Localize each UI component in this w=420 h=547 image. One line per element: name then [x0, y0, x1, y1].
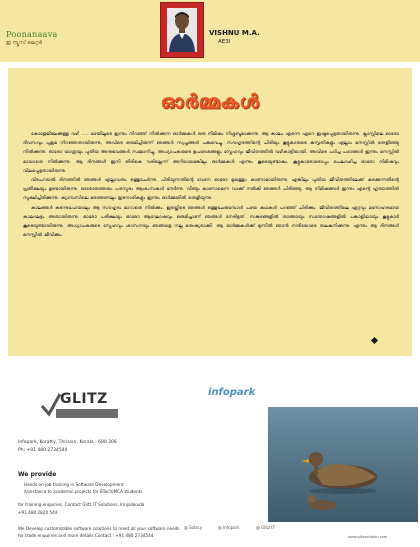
circle-icon: [184, 526, 188, 530]
author-class: AE3I: [218, 39, 231, 45]
glitz-wordmark: GLITZ: [60, 391, 108, 407]
ad-address: Infopark, Koratty, Thrissur, Kerala - 680 308: [18, 440, 117, 445]
ad-provide-heading: We provide: [18, 471, 57, 478]
brand-subtitle: ഇ ന്യൂസ് ലെറ്റർ: [6, 40, 42, 46]
person-icon: [167, 8, 197, 52]
end-bullet-icon: [371, 337, 378, 344]
author-photo: [167, 8, 197, 52]
ad-website[interactable]: www.glitzsolution.com: [348, 535, 388, 539]
article-paragraph: കാലങ്ങൾ കടന്നുപോയാലും ആ സൗഹൃദം മാറാതെ നിൽക്കും. ഇടയ്ക്കിടെ ഞങ്ങൾ ഒത്തുചേരുമ്പോൾ പഴയ കഥകൾ പറഞ്ഞ് ചിരിക്കും. ജീവിതത്തിലെ ഏറ്റവും മനോഹരമായ കാലഘട്ടം അതായിരുന്നു. ഓരോ പരീക്ഷയും ഓരോ ആഘോഷവും ഒരുമിച്ചാണ് ഞങ്ങൾ നേരിട്ടത്. സങ്കടങ്ങളിൽ താങ്ങായും സന്തോഷങ്ങളിൽ പങ്കാളിയായും കൂട്ടുകാർ കൂടെയുണ്ടായിരുന്നു. അധ്യാപകരുടെ സ്നേഹവും ശാസനയും ഞങ്ങളെ നല്ല മനുഷ്യരാക്കി. ആ ഓർമ്മകൾക്ക് മുന്നിൽ ഞാൻ നന്ദിയോടെ തലകുനിക്കുന്നു. എന്നും ആ ദിനങ്ങൾ മനസ്സിൽ ജീവിക്കും.: [23, 205, 399, 239]
author-photo-frame: [160, 2, 204, 58]
author-name: VISHNU M.A.: [209, 29, 260, 37]
sponsor-label: Solacy: [189, 525, 203, 530]
circle-icon: [218, 526, 222, 530]
ad-develop-line: We Develop customizable software solutions to meet all your software needs: [18, 526, 180, 531]
sponsor-item: [218, 525, 240, 530]
sponsor-label: Infopark: [223, 525, 240, 530]
brand-logo: [6, 30, 58, 46]
article-body: [23, 130, 399, 240]
ad-phone-line: Ph: +91 480 2734544: [18, 448, 68, 453]
glitz-logo-strip: [56, 409, 118, 418]
article-paragraph: വിടപറയൽ ദിനത്തിൽ ഞങ്ങൾ എല്ലാവരും ഒത്തുചേർന്നു. പിരിയുന്നതിന്റെ വേദന ഓരോ മുഖത്തും കാണാമായിരുന്നു. എങ്കിലും പുതിയ ജീവിതത്തിലേക്ക് കടക്കുന്നതിന്റെ പ്രതീക്ഷയും ഉണ്ടായിരുന്നു. ഓരോരുത്തരും പരസ്പരം ആശംസകൾ നേർന്നു. വീണ്ടും കാണാമെന്ന വാക്ക് നൽകി ഞങ്ങൾ പിരിഞ്ഞു. ആ നിമിഷങ്ങൾ ഇന്നും എന്റെ ഹൃദയത്തിൽ സൂക്ഷിച്ചിരിക്കുന്നു. ക്യാമ്പസിലെ മരത്തണലും ഇടനാഴികളും ഇന്നും ഓർമ്മയിൽ തെളിയുന്നു.: [23, 178, 399, 202]
article-panel: [8, 68, 412, 356]
infopark-logo: infopark: [208, 387, 256, 398]
sponsor-label: Glitz IT: [261, 525, 275, 530]
ad-list-item: Hands on job training in Software Development: [24, 482, 124, 487]
page-header: [0, 0, 420, 62]
ad-training-contact: for training enquiries, Contact Glitz IT Solutions, Irinjalakuda: [18, 502, 145, 507]
duck-icon: [268, 407, 418, 522]
sponsor-item: [256, 525, 275, 530]
ducks-image: [268, 407, 418, 522]
article-paragraph: കോളേജിലേക്കുള്ള വഴി ..... മഴയിലൂടെ ഇന്നും നിറഞ്ഞ് നിൽക്കുന്ന ഓർമ്മകൾ ഒരു നിമിഷം നിശ്ശബ്ദമാക്കുന്നു. ആ കാലം എന്നെ ഏറെ ഇഷ്ടപ്പെട്ടതായിരുന്നു. ക്ലാസ്സിലെ ഓരോ ദിവസവും പുതുമ നിറഞ്ഞതായിരുന്നു, അവിടെ ഒരുമിച്ചിരുന്ന് ഞങ്ങൾ സ്വപ്നങ്ങൾ പങ്കുവെച്ചു. സൗഹൃദത്തിന്റെ ചിരിയും കൂട്ടുകാരുടെ കുസൃതികളും എല്ലാം മനസ്സിൽ തെളിഞ്ഞു നിൽക്കുന്നു. ഓരോ യാത്രയും പുതിയ അനുഭവങ്ങൾ സമ്മാനിച്ചു. അധ്യാപകരുടെ ഉപദേശങ്ങളും സ്നേഹവും ജീവിതത്തിൽ വഴികാട്ടിയായി. അവിടെ പഠിച്ച പാഠങ്ങൾ ഇന്നും മനസ്സിൽ മായാതെ നിൽക്കുന്നു. ആ ദിനങ്ങൾ ഇനി തിരികെ വരില്ലെന്ന് അറിയാമെങ്കിലും ഓർമ്മകൾ എന്നും കൂടെയുണ്ടാകും. കൂട്ടുകാരോടൊപ്പം ചെലവഴിച്ച ഓരോ നിമിഷവും വിലപ്പെട്ടതായിരുന്നു.: [23, 132, 399, 174]
article-title: ഓർമ്മകൾ: [160, 91, 260, 113]
sponsor-item: [184, 525, 202, 530]
brand-name: Poonanaava: [6, 30, 58, 39]
circle-icon: [256, 526, 260, 530]
ad-trade-line: for trade enquiries and more details Contact : +91 480 2734544: [18, 533, 154, 538]
ad-list-item: Assistance to academic projects for BTech/MCA students: [24, 489, 143, 494]
glitz-advertisement: [8, 385, 420, 547]
ad-training-phone: +91 480 2820 544: [18, 510, 58, 515]
